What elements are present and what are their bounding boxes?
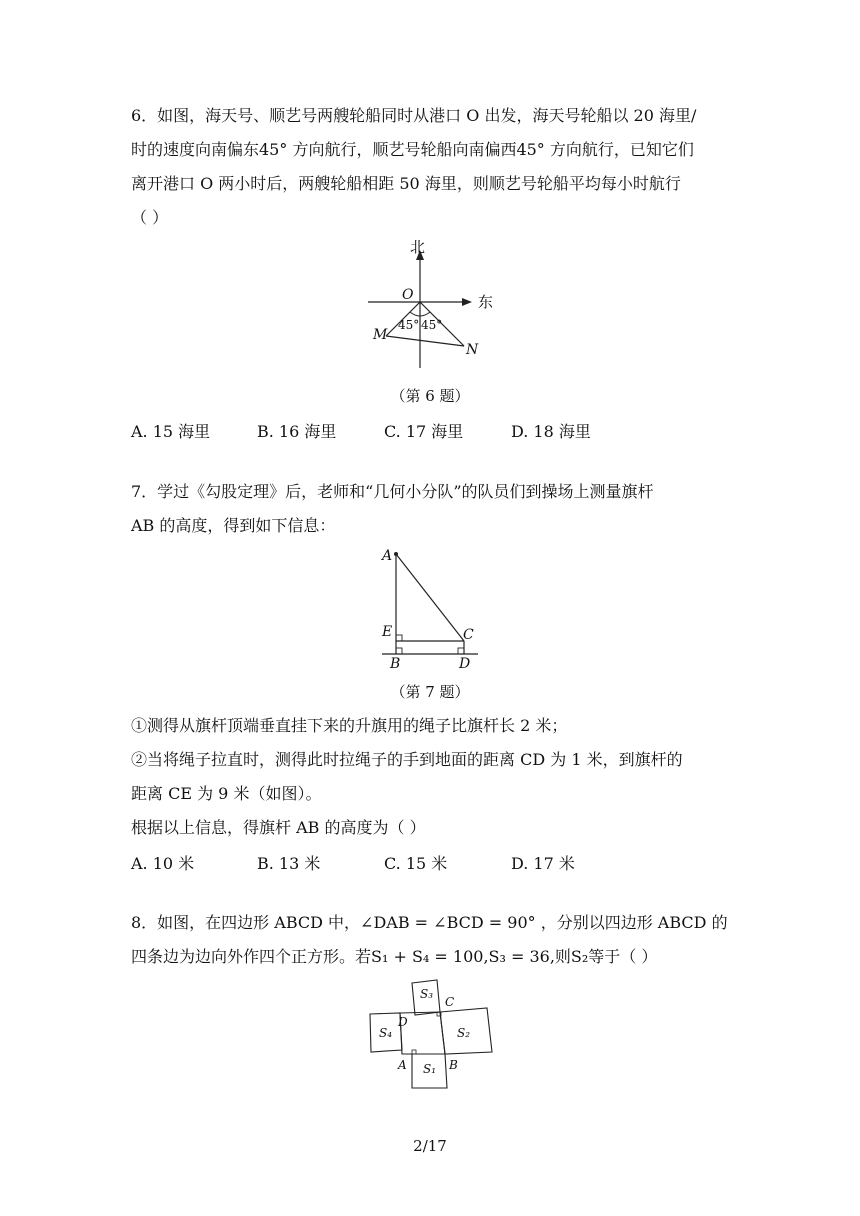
point-e-label: E <box>382 624 393 640</box>
q8-figure <box>365 978 495 1092</box>
s1-label: S₁ <box>423 1062 437 1076</box>
q8-line-1: 8．如图，在四边形 ABCD 中，∠DAB = ∠BCD = 90° ，分别以四边形 ABCD 的 <box>131 913 728 932</box>
angle-right-label: 45° <box>421 318 443 332</box>
s3-label: S₃ <box>420 987 434 1001</box>
q7-figure <box>376 544 486 670</box>
q7-option-b: B. 13 米 <box>257 854 321 873</box>
q7-option-c: C. 15 米 <box>384 854 448 873</box>
q7-caption: （第 7 题） <box>390 683 470 701</box>
q8-line-2: 四条边为边向外作四个正方形。若S₁ + S₄ = 100,S₃ = 36,则S₂等于（ ） <box>131 947 658 966</box>
q7-line-1: 7．学过《勾股定理》后，老师和“几何小分队”的队员们到操场上测量旗杆 <box>131 482 654 501</box>
q6-figure <box>360 236 500 370</box>
point-n-label: N <box>466 342 479 358</box>
point-b-label: B <box>449 1058 458 1072</box>
page-number: 2/17 <box>413 1137 447 1155</box>
s2-label: S₂ <box>457 1026 471 1040</box>
q7-info-2: ②当将绳子拉直时，测得此时拉绳子的手到地面的距离 CD 为 1 米，到旗杆的 <box>131 750 683 769</box>
point-a-label: A <box>382 548 393 564</box>
q6-line-2: 时的速度向南偏东45° 方向航行，顺艺号轮船向南偏西45° 方向航行，已知它们 <box>131 140 694 159</box>
q6-option-a: A. 15 海里 <box>131 422 211 441</box>
point-m-label: M <box>373 327 388 343</box>
angle-left-label: 45° <box>398 318 420 332</box>
point-o-label: O <box>402 287 414 303</box>
q6-line-1: 6．如图，海天号、顺艺号两艘轮船同时从港口 O 出发，海天号轮船以 20 海里/ <box>131 106 697 125</box>
point-b-label: B <box>390 656 401 670</box>
point-d-label: D <box>459 656 471 670</box>
point-d-label: D <box>398 1015 408 1029</box>
q7-info-3: 距离 CE 为 9 米（如图）。 <box>131 784 322 803</box>
q7-info-1: ①测得从旗杆顶端垂直挂下来的升旗用的绳子比旗杆长 2 米； <box>131 716 568 735</box>
point-a-label: A <box>398 1058 407 1072</box>
q7-line-2: AB 的高度，得到如下信息： <box>131 516 336 535</box>
east-label: 东 <box>478 293 494 311</box>
q6-option-b: B. 16 海里 <box>257 422 337 441</box>
q7-option-a: A. 10 米 <box>131 854 195 873</box>
north-label: 北 <box>410 238 426 256</box>
q6-option-d: D. 18 海里 <box>511 422 591 441</box>
point-c-label: C <box>463 627 474 643</box>
q6-line-3: 离开港口 O 两小时后，两艘轮船相距 50 海里，则顺艺号轮船平均每小时航行 <box>131 174 681 193</box>
s4-label: S₄ <box>379 1026 393 1040</box>
q6-option-c: C. 17 海里 <box>384 422 464 441</box>
q7-info-4: 根据以上信息，得旗杆 AB 的高度为（ ） <box>131 818 426 837</box>
q6-line-4: （ ） <box>131 208 169 227</box>
q6-caption: （第 6 题） <box>390 387 470 405</box>
q7-option-d: D. 17 米 <box>511 854 575 873</box>
point-c-label: C <box>445 995 455 1009</box>
